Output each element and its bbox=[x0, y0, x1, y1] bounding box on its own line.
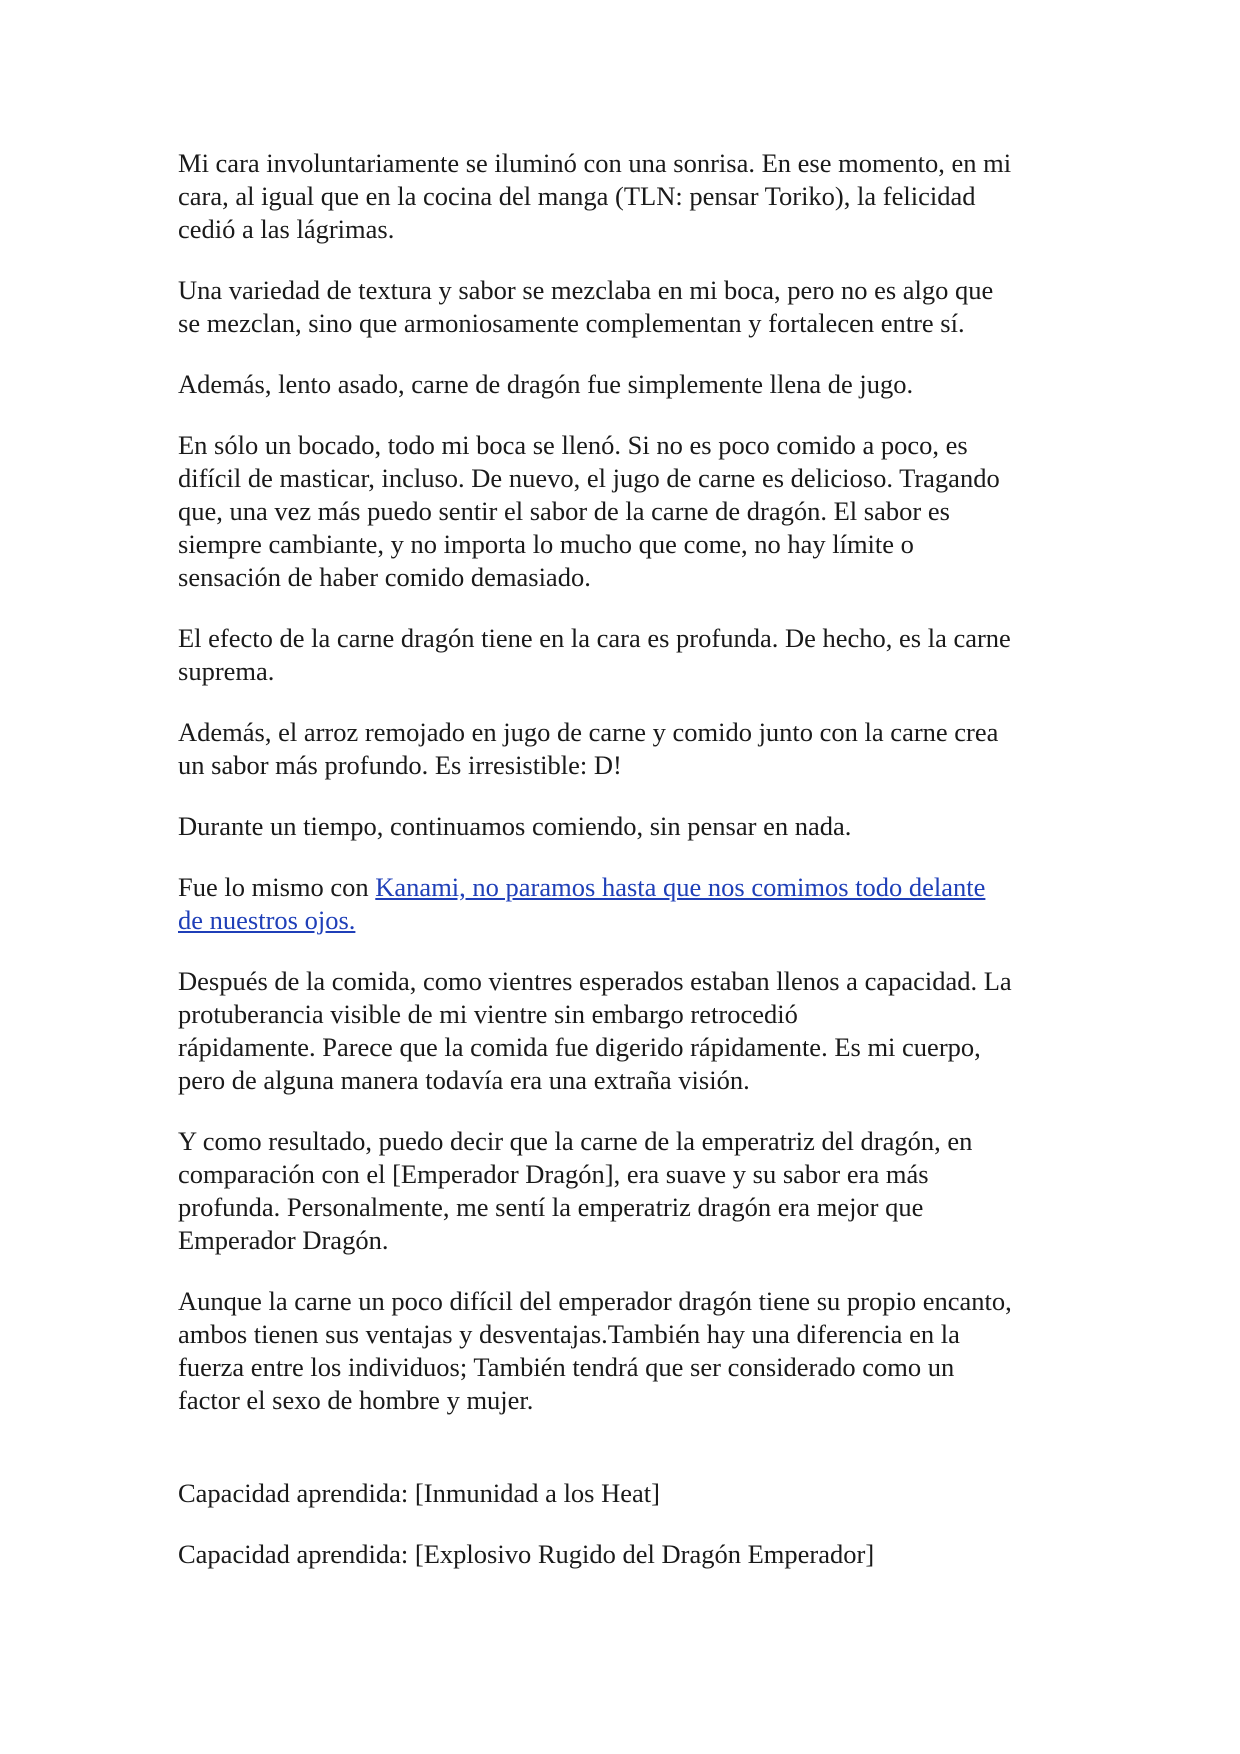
kanami-link[interactable]: Kanami, no paramos hasta que nos comimos todo delante de nuestros ojos. bbox=[178, 872, 986, 935]
paragraph-5: El efecto de la carne dragón tiene en la cara es profunda. De hecho, es la carne suprema. bbox=[178, 623, 1011, 686]
paragraph-8-with-link bbox=[178, 871, 1078, 937]
paragraph-7: Durante un tiempo, continuamos comiendo, sin pensar en nada. bbox=[178, 811, 852, 841]
paragraph-11: Aunque la carne un poco difícil del emperador dragón tiene su propio encanto, ambos tienen sus ventajas y desventajas.También hay una diferencia en la fuerza entre los individuos; También tendrá que ser considerado como un factor el sexo de hombre y mujer. bbox=[178, 1286, 1012, 1415]
ability-learned-1: Capacidad aprendida: [Inmunidad a los Heat] bbox=[178, 1478, 660, 1508]
document-page bbox=[178, 147, 1078, 1599]
paragraph-2: Una variedad de textura y sabor se mezclaba en mi boca, pero no es algo que se mezclan, sino que armoniosamente complementan y fortalecen entre sí. bbox=[178, 275, 994, 338]
paragraph-1: Mi cara involuntariamente se iluminó con una sonrisa. En ese momento, en mi cara, al igual que en la cocina del manga (TLN: pensar Toriko), la felicidad cedió a las lágrimas. bbox=[178, 148, 1012, 244]
ability-learned-2: Capacidad aprendida: [Explosivo Rugido del Dragón Emperador] bbox=[178, 1539, 875, 1569]
paragraph-10: Y como resultado, puedo decir que la carne de la emperatriz del dragón, en comparación con el [Emperador Dragón], era suave y su sabor era más profunda. Personalmente, me sentí la emperatriz dragón era mejor que Emperador Dragón. bbox=[178, 1126, 973, 1255]
paragraph-3: Además, lento asado, carne de dragón fue simplemente llena de jugo. bbox=[178, 369, 914, 399]
link-paragraph-prefix: Fue lo mismo con bbox=[178, 872, 376, 902]
paragraph-9: Después de la comida, como vientres esperados estaban llenos a capacidad. La protuberancia visible de mi vientre sin embargo retrocedió rápidamente. Parece que la comida fue digerido rápidamente. Es mi cuerpo, pero de alguna manera todavía era una extraña visión. bbox=[178, 966, 1012, 1095]
paragraph-6: Además, el arroz remojado en jugo de carne y comido junto con la carne crea un sabor más profundo. Es irresistible: D! bbox=[178, 717, 999, 780]
paragraph-4: En sólo un bocado, todo mi boca se llenó. Si no es poco comido a poco, es difícil de masticar, incluso. De nuevo, el jugo de carne es delicioso. Tragando que, una vez más puedo sentir el sabor de la carne de dragón. El sabor es siempre cambiante, y no importa lo mucho que come, no hay límite o sensación de haber comido demasiado. bbox=[178, 430, 1000, 592]
